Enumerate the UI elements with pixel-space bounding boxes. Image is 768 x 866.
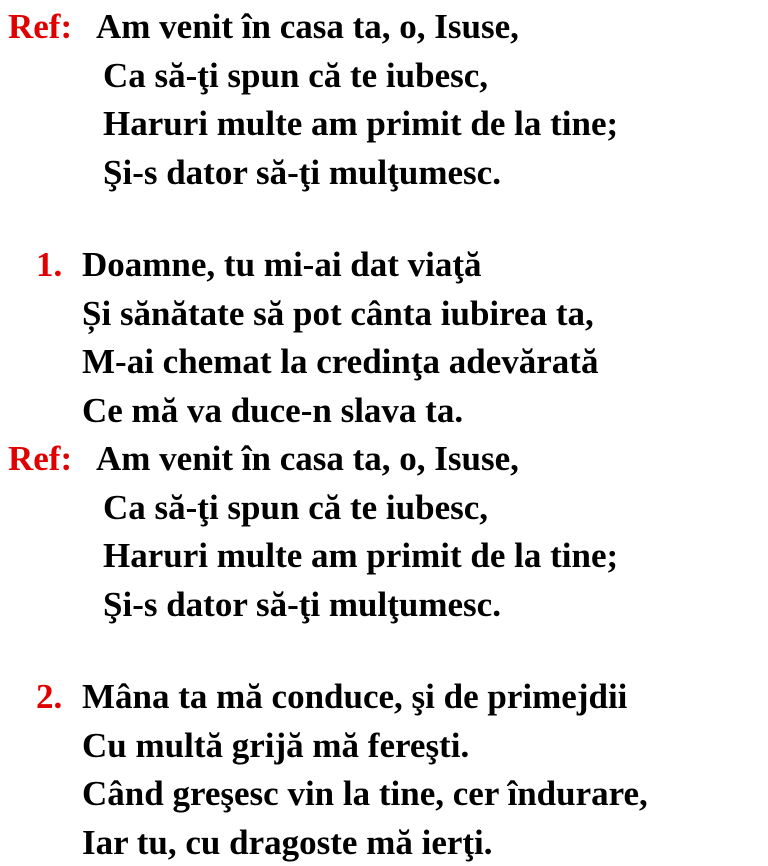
refrain-label: Ref: xyxy=(8,439,73,478)
refrain-line: Am venit în casa ta, o, Isuse, xyxy=(96,439,519,478)
refrain-line: Ca să-ţi spun că te iubesc, xyxy=(103,56,489,95)
refrain-line: Şi-s dator să-ţi mulţumesc. xyxy=(103,585,501,624)
verse-line: Și sănătate să pot cânta iubirea ta, xyxy=(82,294,594,333)
verse-line: Iar tu, cu dragoste mă ierţi. xyxy=(82,823,493,862)
refrain-line: Haruri multe am primit de la tine; xyxy=(103,536,619,575)
refrain-line: Ca să-ţi spun că te iubesc, xyxy=(103,488,489,527)
verse-line: Ce mă va duce-n slava ta. xyxy=(82,391,464,430)
verse-number: 1. xyxy=(36,245,63,284)
verse-line: Doamne, tu mi-ai dat viaţă xyxy=(82,245,482,284)
verse-number: 2. xyxy=(36,677,63,716)
verse-line: Când greşesc vin la tine, cer îndurare, xyxy=(82,774,648,813)
verse-line: M-ai chemat la credinţa adevărată xyxy=(82,342,599,381)
refrain-line: Şi-s dator să-ţi mulţumesc. xyxy=(103,153,501,192)
verse-line: Mâna ta mă conduce, şi de primejdii xyxy=(82,677,628,716)
refrain-label: Ref: xyxy=(8,7,73,46)
verse-line: Cu multă grijă mă fereşti. xyxy=(82,726,470,765)
refrain-line: Haruri multe am primit de la tine; xyxy=(103,104,619,143)
refrain-line: Am venit în casa ta, o, Isuse, xyxy=(96,7,519,46)
